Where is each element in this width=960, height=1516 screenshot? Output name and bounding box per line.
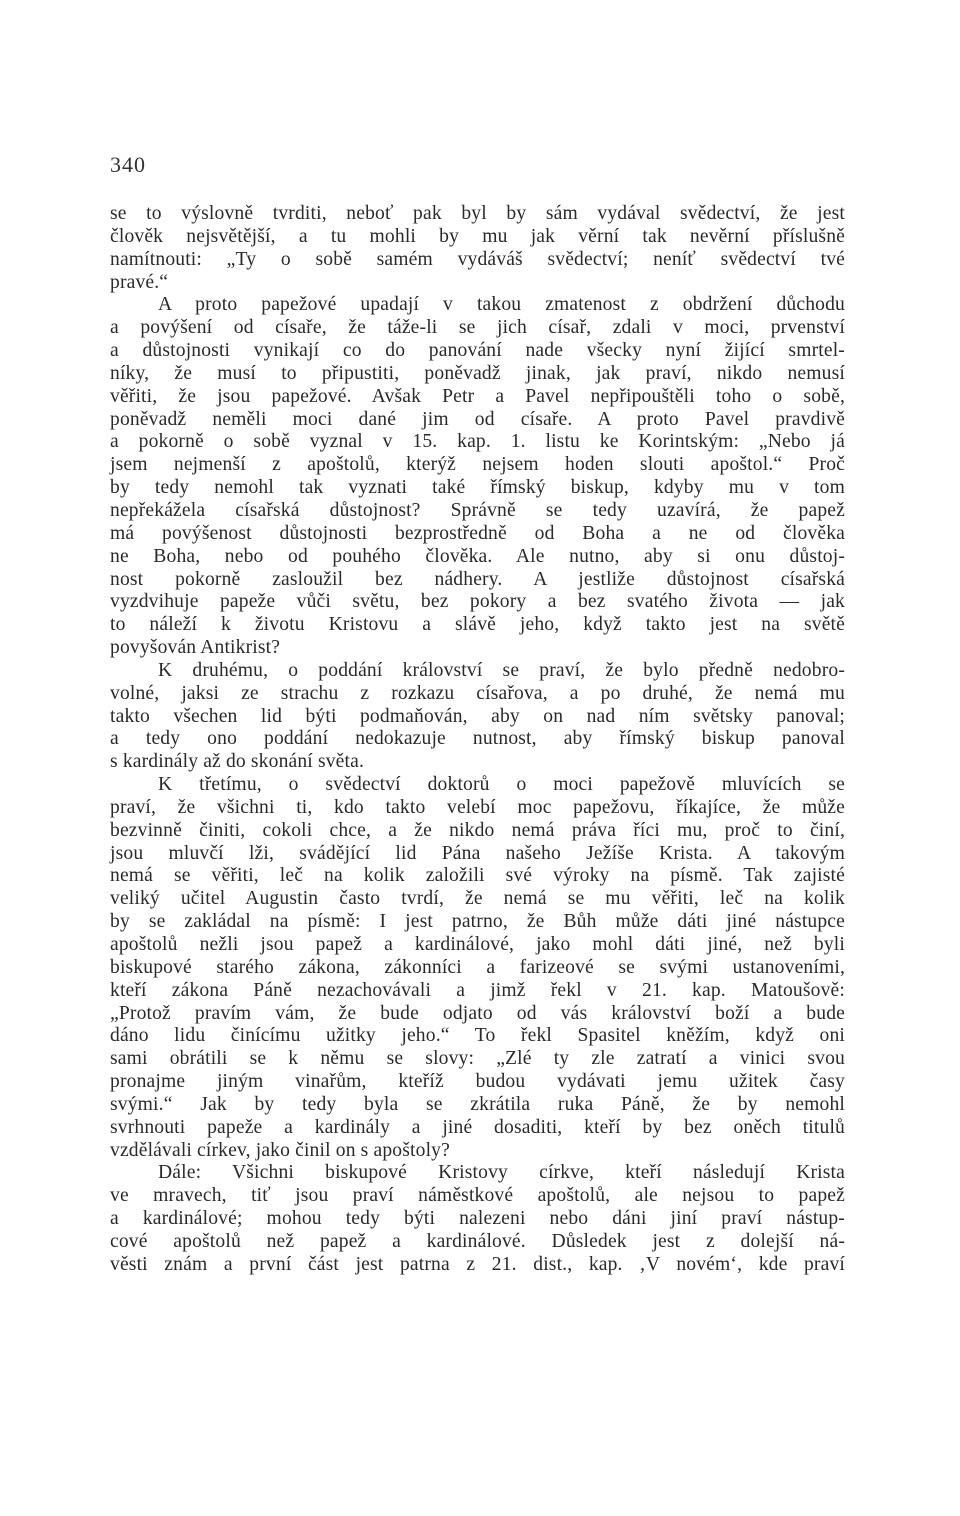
text-line: dáno lidu činícímu užitky jeho.“ To řekl Spasitel kněžím, když oni — [110, 1025, 845, 1047]
text-line: svými.“ Jak by tedy byla se zkrátila ruka Páně, že by nemohl — [110, 1093, 845, 1115]
text-line: svrhnouti papeže a kardinály a jiné dosaditi, kteří by bez oněch titulů — [110, 1116, 845, 1138]
text-line: K třetímu, o svědectví doktorů o moci papežově mluvících se — [158, 774, 845, 796]
text-line: A proto papežové upadají v takou zmatenost z obdržení důchodu — [158, 294, 845, 316]
text-line: nepřekážela císařská důstojnost? Správně se tedy uzavírá, že papež — [110, 499, 845, 521]
text-line: to náleží k životu Kristovu a slávě jeho, když takto jest na světě — [110, 614, 845, 636]
text-line: ne Boha, nebo od pouhého člověka. Ale nutno, aby si onu důstoj- — [110, 545, 845, 567]
text-line: veliký učitel Augustin často tvrdí, že nemá se mu věřiti, leč na kolik — [110, 888, 845, 910]
text-line: níky, že musí to připustiti, poněvadž jinak, jak praví, nikdo nemusí — [110, 362, 845, 384]
text-line: jsou mluvčí lži, svádějící lid Pána našeho Ježíše Krista. A takovým — [110, 842, 845, 864]
text-line: člověk nejsvětější, a tu mohli by mu jak věrní tak nevěrní příslušně — [110, 225, 845, 247]
text-line: a pokorně o sobě vyznal v 15. kap. 1. listu ke Korintským: „Nebo já — [110, 431, 845, 453]
text-line: poněvadž neměli moci dané jim od císaře. A proto Pavel pravdivě — [110, 408, 845, 430]
text-line: namítnouti: „Ty o sobě samém vydáváš svědectví; neníť svědectví tvé — [110, 248, 845, 270]
text-line: K druhému, o poddání království se praví, že bylo předně nedobro- — [158, 659, 845, 681]
text-line: vyzdvihuje papeže vůči světu, bez pokory a bez svatého života — jak — [110, 591, 845, 613]
text-line: má povýšenost důstojnosti bezprostředně od Boha a ne od člověka — [110, 522, 845, 544]
text-line: jsem nejmenší z apoštolů, kterýž nejsem hoden slouti apoštol.“ Proč — [110, 454, 845, 476]
text-line: „Protož pravím vám, že bude odjato od vás království boží a bude — [110, 1002, 845, 1024]
text-line: biskupové starého zákona, zákonníci a farizeové se svými ustanoveními, — [110, 956, 845, 978]
text-line: s kardinály až do skonání světa. — [110, 751, 365, 773]
text-line: nost pokorně zasloužil bez nádhery. A jestliže důstojnost císařská — [110, 568, 845, 590]
text-line: a tedy ono poddání nedokazuje nutnost, aby římský biskup panoval — [110, 728, 845, 750]
text-line: cové apoštolů než papež a kardinálové. Důsledek jest z dolejší ná- — [110, 1230, 845, 1252]
text-line: Dále: Všichni biskupové Kristovy církve, kteří následují Krista — [158, 1162, 845, 1184]
text-line: kteří zákona Páně nezachovávali a jimž řekl v 21. kap. Matoušově: — [110, 979, 845, 1001]
text-line: takto všechen lid býti podmaňován, aby on nad ním světsky panoval; — [110, 705, 845, 727]
text-line: pronajme jiným vinařům, kteříž budou vydávati jemu užitek časy — [110, 1071, 845, 1093]
text-line: se to výslovně tvrditi, neboť pak byl by sám vydával svědectví, že jest — [110, 203, 845, 224]
text-line: apoštolů nežli jsou papež a kardinálové, jako mohl dáti jiné, než byli — [110, 934, 845, 955]
text-line: nemá se věřiti, leč na kolik založili své výroky na písmě. Tak zajisté — [110, 865, 845, 887]
text-line: věsti znám a první část jest patrna z 21. dist., kap. ‚V novém‘, kde praví — [110, 1253, 845, 1275]
text-line: sami obrátili se k němu se slovy: „Zlé ty zle zatratí a vinici svou — [110, 1048, 845, 1070]
text-line: by tedy nemohl tak vyznati také římský biskup, kdyby mu v tom — [110, 477, 845, 499]
text-line: pravé.“ — [110, 271, 169, 293]
text-line: vzdělávali církev, jako činil on s apoštoly? — [110, 1139, 450, 1161]
text-line: praví, že všichni ti, kdo takto velebí moc papežovu, říkajíce, že může — [110, 796, 845, 818]
text-line: ve mravech, tiť jsou praví náměstkové apoštolů, ale nejsou to papež — [110, 1185, 845, 1207]
text-line: a kardinálové; mohou tedy býti nalezeni nebo dáni jiní praví nástup- — [110, 1208, 845, 1230]
body-text — [110, 203, 845, 1277]
text-line: by se zakládal na písmě: I jest patrno, že Bůh může dáti jiné nástupce — [110, 911, 845, 933]
text-line: a povýšení od císaře, že táže-li se jich císař, zdali v moci, prvenství — [110, 317, 845, 339]
page-number: 340 — [110, 152, 146, 177]
text-line: povyšován Antikrist? — [110, 637, 281, 659]
text-line: bezvinně činiti, cokoli chce, a že nikdo nemá práva říci mu, proč to činí, — [110, 819, 845, 841]
text-line: a důstojnosti vynikají co do panování nade všecky nyní žijící smrtel- — [110, 340, 845, 362]
text-line: věřiti, že jsou papežové. Avšak Petr a Pavel nepřipouštěli toho o sobě, — [110, 385, 845, 407]
text-line: volné, jaksi ze strachu z rozkazu císařova, a po druhé, že nemá mu — [110, 682, 845, 704]
